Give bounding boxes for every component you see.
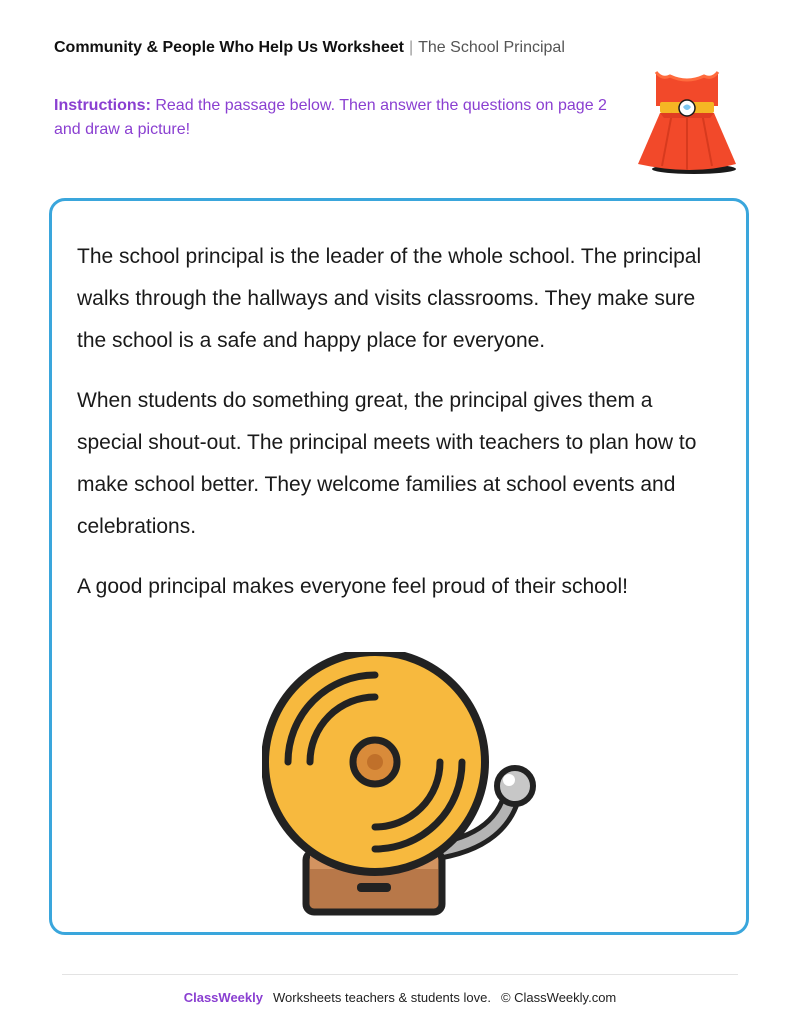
- footer: [0, 990, 800, 1006]
- footer-brand: ClassWeekly: [183, 990, 263, 1005]
- dress-icon: [632, 66, 742, 178]
- instructions-text: Read the passage below. Then answer the questions on page 2 and draw a picture!: [54, 97, 607, 138]
- worksheet-header: [54, 38, 565, 58]
- worksheet-subtitle: The School Principal: [418, 39, 565, 56]
- footer-tagline: Worksheets teachers & students love.: [272, 990, 491, 1005]
- footer-divider: [62, 974, 738, 975]
- footer-copyright: © ClassWeekly.com: [500, 990, 617, 1005]
- passage-paragraph-2: When students do something great, the principal gives them a special shout-out. The principal meets with teachers to plan how to make school better. They welcome families at school events and celebrations.: [77, 389, 697, 538]
- instructions: [54, 94, 624, 142]
- school-bell-icon: [262, 652, 542, 922]
- passage-paragraph-1: The school principal is the leader of the whole school. The principal walks through the hallways and visits classrooms. They make sure the school is a safe and happy place for everyone.: [77, 245, 702, 352]
- instructions-label: Instructions:: [54, 97, 151, 114]
- title-separator: |: [408, 39, 414, 56]
- passage-paragraph-3: A good principal makes everyone feel proud of their school!: [77, 575, 628, 598]
- worksheet-title: Community & People Who Help Us Worksheet: [54, 39, 404, 56]
- reading-passage: [77, 236, 717, 626]
